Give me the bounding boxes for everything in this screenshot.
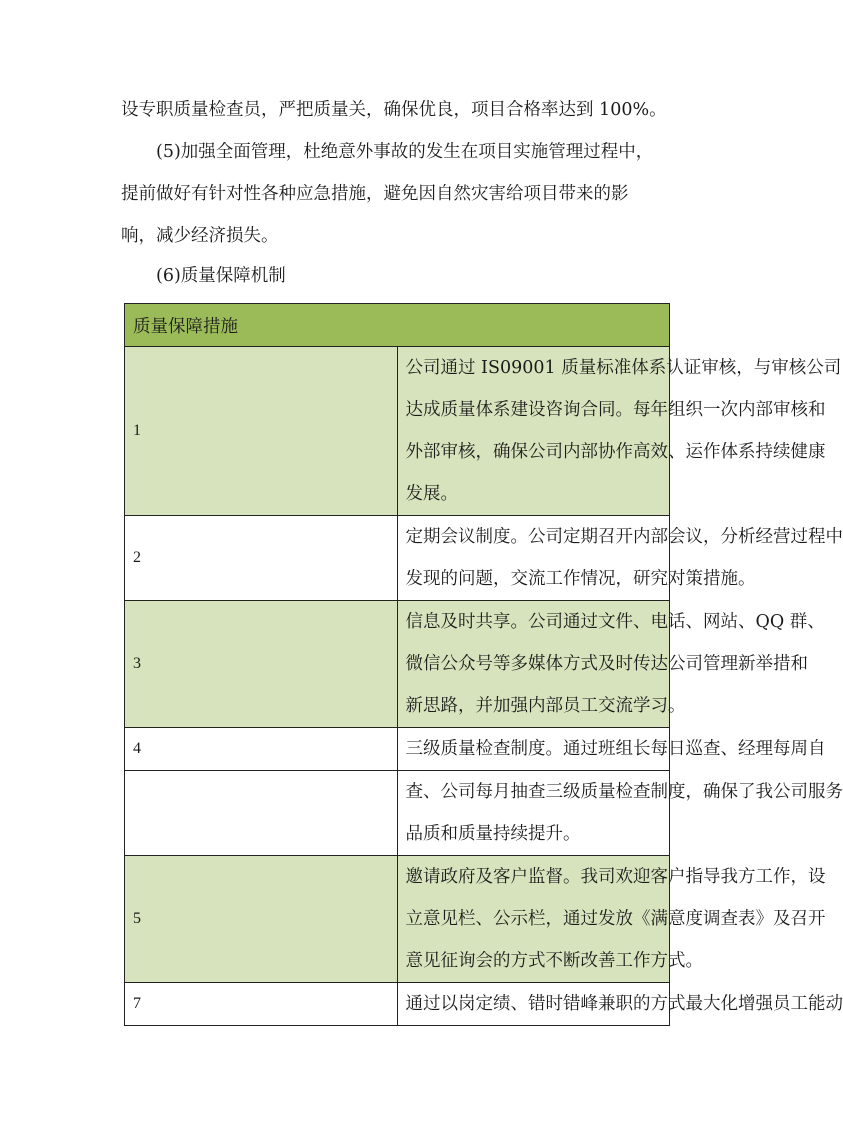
table-header-row [125, 304, 670, 347]
paragraph-management-line2: 提前做好有针对性各种应急措施，避免因自然灾害给项目带来的影 [121, 184, 629, 204]
row-number [125, 771, 398, 856]
row-number: 5 [125, 856, 398, 983]
table-header-cell: 质量保障措施 [125, 304, 670, 347]
paragraph-management-line3: 响，减少经济损失。 [121, 226, 279, 246]
table-row [125, 516, 670, 601]
row-line: 查、公司每月抽查三级质量检查制度，确保了我公司服务 [405, 782, 843, 802]
row-number: 2 [125, 516, 398, 601]
row-number: 4 [125, 728, 398, 771]
paragraph-management-line1: (5)加强全面管理，杜绝意外事故的发生在项目实施管理过程中， [156, 142, 654, 162]
row-content [397, 728, 826, 771]
row-content [397, 983, 843, 1026]
row-line: 品质和质量持续提升。 [405, 824, 581, 844]
table-row [125, 856, 670, 983]
row-line: 意见征询会的方式不断改善工作方式。 [405, 951, 703, 971]
table-row [125, 771, 670, 856]
row-line: 外部审核，确保公司内部协作高效、运作体系持续健康 [405, 442, 826, 462]
row-content [397, 347, 842, 516]
row-line: 立意见栏、公示栏，通过发放《满意度调查表》及召开 [405, 909, 826, 929]
row-content [397, 516, 843, 601]
row-line: 信息及时共享。公司通过文件、电话、网站、QQ 群、 [405, 612, 825, 632]
row-number: 3 [125, 601, 398, 728]
row-line: 微信公众号等多媒体方式及时传达公司管理新举措和 [405, 654, 808, 674]
row-line: 达成质量体系建设咨询合同。每年组织一次内部审核和 [405, 400, 826, 420]
row-line: 发展。 [405, 484, 458, 504]
row-line: 发现的问题，交流工作情况，研究对策措施。 [405, 569, 756, 589]
section-heading-quality-mechanism: (6)质量保障机制 [156, 266, 286, 286]
row-line: 邀请政府及客户监督。我司欢迎客户指导我方工作，设 [405, 867, 826, 887]
table-row [125, 347, 670, 516]
row-content [397, 856, 826, 983]
row-line: 新思路，并加强内部员工交流学习。 [405, 696, 686, 716]
table-row [125, 601, 670, 728]
row-line: 通过以岗定绩、错时错峰兼职的方式最大化增强员工能动 [405, 994, 843, 1014]
row-line: 公司通过 IS09001 质量标准体系认证审核，与审核公司 [405, 358, 842, 378]
row-number: 1 [125, 347, 398, 516]
row-line: 三级质量检查制度。通过班组长每日巡查、经理每周自 [405, 739, 826, 759]
table-row [125, 728, 670, 771]
row-content [397, 771, 843, 856]
row-number: 7 [125, 983, 398, 1026]
table-row [125, 983, 670, 1026]
row-content [397, 601, 825, 728]
row-line: 定期会议制度。公司定期召开内部会议，分析经营过程中 [405, 527, 843, 547]
quality-measures-table [124, 303, 843, 1026]
paragraph-quality-inspector: 设专职质量检查员，严把质量关，确保优良，项目合格率达到 100%。 [121, 100, 667, 120]
